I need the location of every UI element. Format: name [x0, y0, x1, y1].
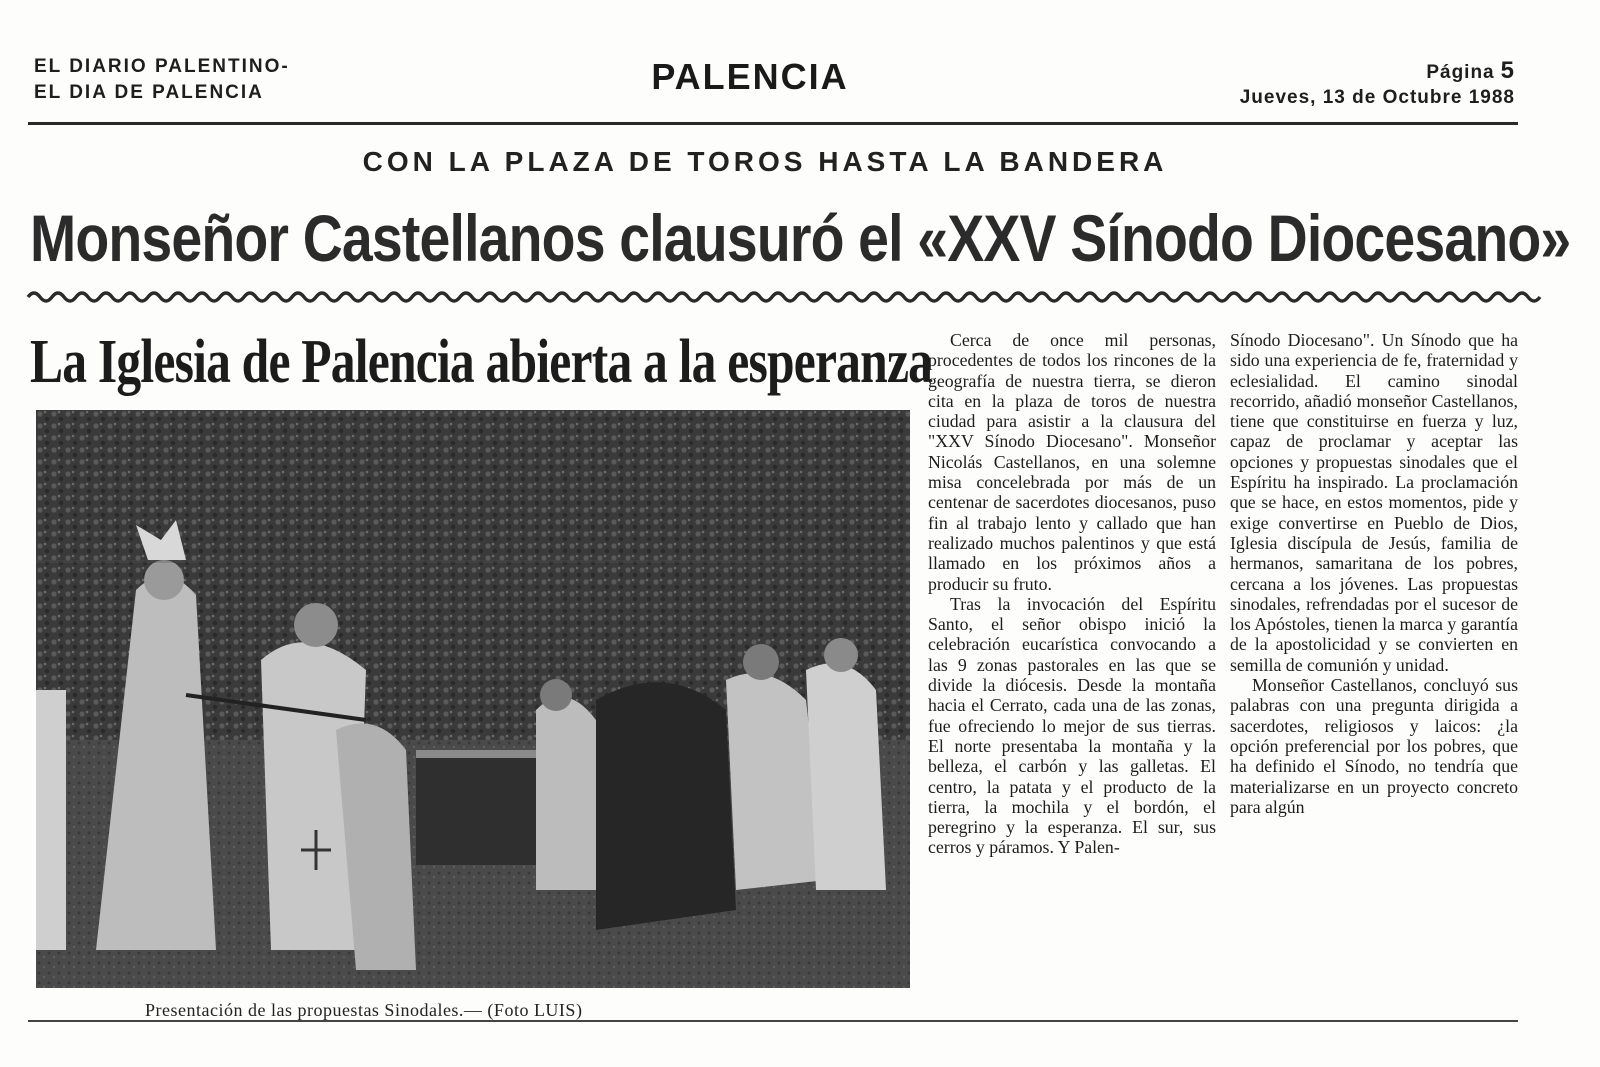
wavy-divider	[28, 286, 1518, 308]
masthead-page-info	[1130, 58, 1515, 110]
article-kicker: CON LA PLAZA DE TOROS HASTA LA BANDERA	[362, 146, 1168, 177]
col2-paragraph-1: Sínodo Diocesano". Un Sínodo que ha sido una experiencia de fe, fraternidad y eclesialidad. El camino sinodal recorrido, añadió monseñor Castellanos, tiene que constituirse en fuerza y luz, capaz de proclamar y aceptar las opciones y propuestas sinodales que el Espíritu ha inspirado. La proclamación que se hace, en estos momentos, pide y exige convertirse en Pueblo de Dios, Iglesia discípula de Jesús, familia de hermanos, samaritana de los pobres, cercana a los jóvenes. Las propuestas sinodales, refrendadas por el sucesor de los Apóstoles, tienen la marca y garantía de la apostolicidad y se convierten en semilla de comunión y unidad.	[1230, 330, 1518, 675]
masthead-left-line-1: EL DIARIO PALENTINO-	[34, 56, 290, 77]
masthead-rule	[28, 122, 1518, 125]
text-column-1	[928, 330, 1216, 1020]
photo-illustration	[36, 410, 910, 988]
section-title: PALENCIA	[651, 56, 849, 97]
masthead-newspaper-name	[34, 54, 364, 106]
bottom-rule	[28, 1020, 1518, 1022]
issue-date: Jueves, 13 de Octubre 1988	[1239, 87, 1515, 108]
page-number: 5	[1500, 57, 1515, 84]
text-column-2	[1230, 330, 1518, 1020]
page-label: Página	[1426, 62, 1495, 83]
page-number-line	[1130, 58, 1515, 86]
col2-paragraph-2: Monseñor Castellanos, concluyó sus palabras con una pregunta dirigida a sacerdotes, religiosos y laicos: ¿la opción preferencial por los pobres, que ha definido el Sínodo, no tendría que materializarse en un proyecto concreto para algún	[1230, 675, 1518, 817]
masthead-left-line-2: EL DIA DE PALENCIA	[34, 82, 264, 103]
col1-paragraph-1: Cerca de once mil personas, procedentes de todos los rincones de la geografía de nuestra tierra, se dieron cita en la plaza de toros de nuestra ciudad para asistir a la clausura del "XXV Sínodo Diocesano". Monseñor Nicolás Castellanos, en una solemne misa concelebrada por más de un centenar de sacerdotes diocesanos, puso fin al trabajo lento y callado que han realizado muchos palentinos y que está llamado en los próximos años a producir su fruto.	[928, 330, 1216, 594]
article-headline: Monseñor Castellanos clausuró el «XXV Sínodo Diocesano»	[30, 201, 1571, 275]
photo-caption: Presentación de las propuestas Sinodales.— (Foto LUIS)	[145, 1000, 583, 1020]
article-photo	[36, 410, 910, 988]
article-subheadline: La Iglesia de Palencia abierta a la esperanza	[30, 328, 933, 396]
col1-paragraph-2: Tras la invocación del Espíritu Santo, el señor obispo inició la celebración eucarística convocando a las 9 zonas pastorales en las que se divide la diócesis. Desde la montaña hacia el Cerrato, cada una de las zonas, fue ofreciendo lo mejor de sus tierras. El norte presentaba la montaña y la belleza, el carbón y las galletas. El centro, la patata y el producto de la tierra, la mochila y el bordón, el peregrino y la esperanza. El sur, sus cerros y páramos. Y Palen-	[928, 593, 1216, 858]
